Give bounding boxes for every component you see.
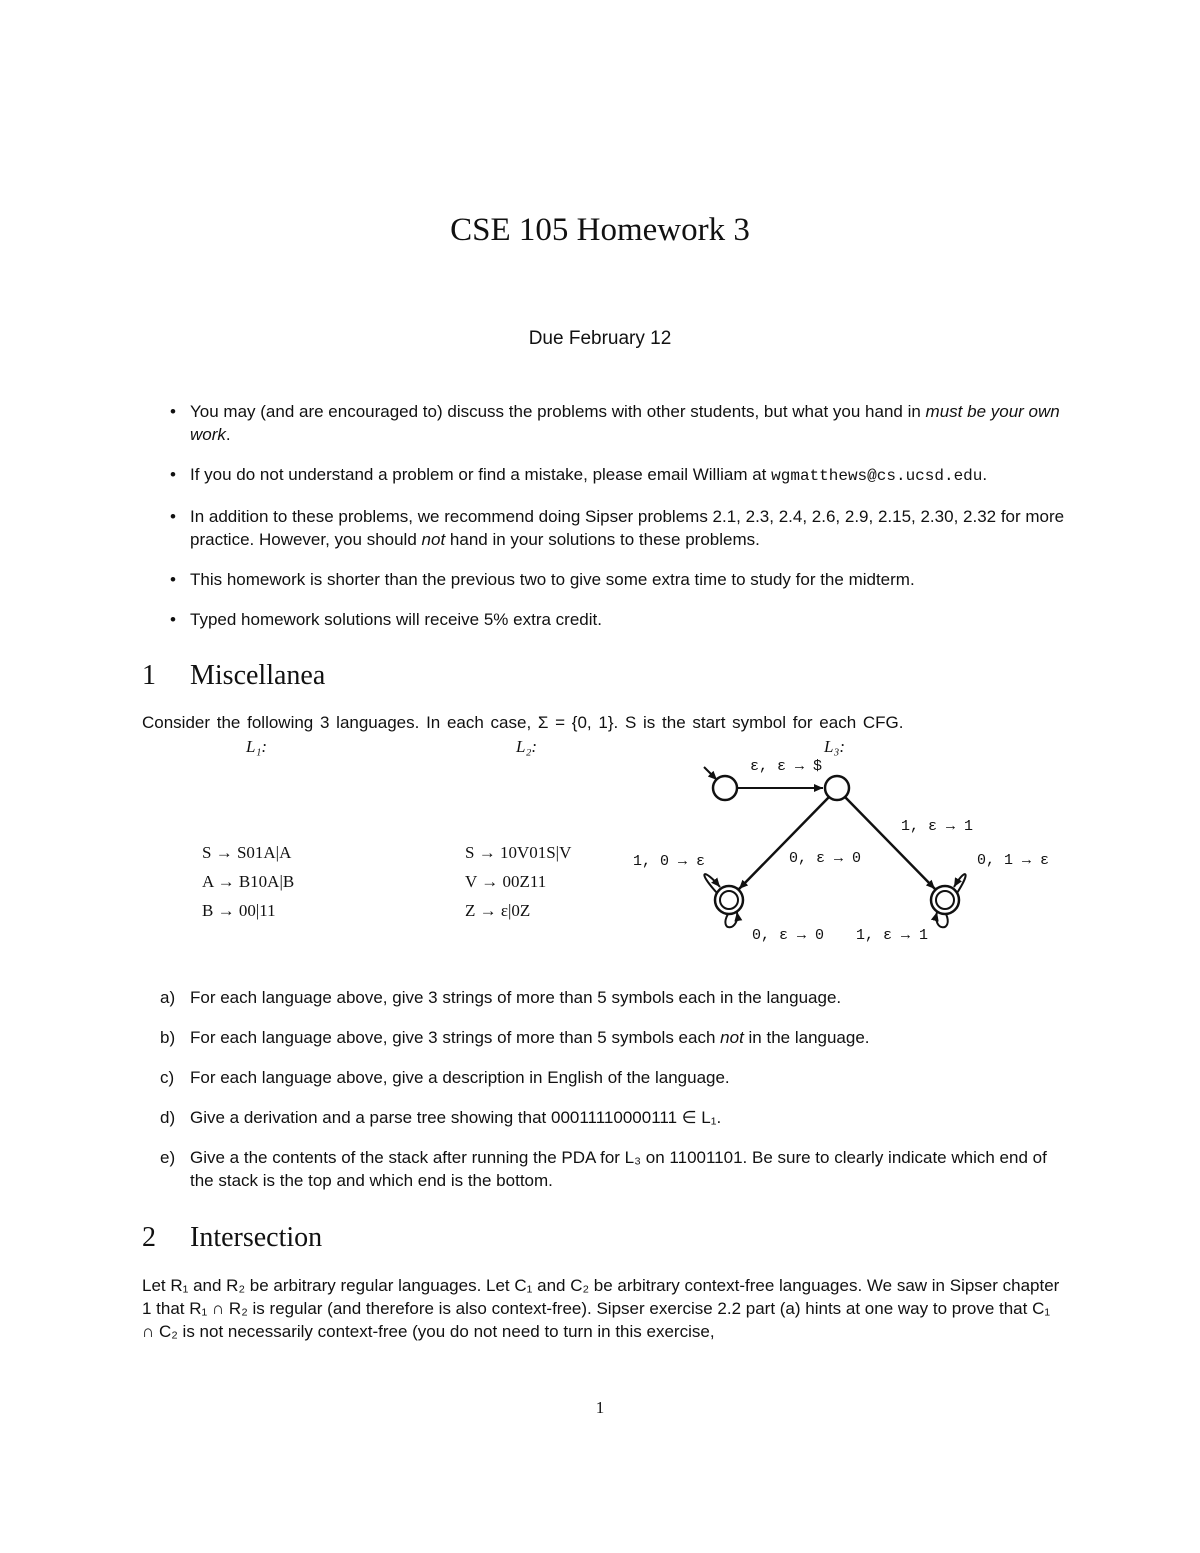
question-label: c) <box>160 1068 175 1087</box>
grammar-rule: Z → ε|0Z <box>465 901 531 920</box>
l3-label: L₃: <box>824 737 846 756</box>
instruction-text: Typed homework solutions will receive 5% extra credit. <box>190 610 602 629</box>
grammar-rule: V → 00Z11 <box>465 872 547 891</box>
start-state <box>713 776 737 800</box>
l1-label: L₁: <box>246 737 268 756</box>
section-1-intro: Consider the following 3 languages. In each case, Σ = {0, 1}. S is the start symbol for each CFG. <box>142 713 904 732</box>
question-text: For each language above, give a description in English of the language. <box>190 1068 730 1087</box>
grammar-rule: S → S01A|A <box>202 843 292 862</box>
instruction-text: In addition to these problems, we recommend doing Sipser problems 2.1, 2.3, 2.4, 2.6, 2.9, 2.15, 2.30, 2.32 for more practice. However, you should <box>190 507 1065 549</box>
question-text: For each language above, give 3 strings of more than 5 symbols each in the language. <box>190 988 842 1007</box>
question-text: Give a derivation and a parse tree showing that 00011110000111 ∈ L₁. <box>190 1108 722 1127</box>
email-address: wgmatthews@cs.ucsd.edu <box>771 467 983 485</box>
right-accept-inner-ring <box>936 891 954 909</box>
grammar-rule: S → 10V01S|V <box>465 843 572 862</box>
question-item <box>160 1026 1065 1049</box>
left-accept-inner-ring <box>720 891 738 909</box>
start-arrow <box>704 767 717 780</box>
edge-middle-to-right <box>845 797 935 889</box>
section-number: 2 <box>142 1222 156 1253</box>
question-item <box>160 1066 1065 1089</box>
edge-label: 1, ε → 1 <box>856 927 929 944</box>
punctuation: . <box>982 465 988 484</box>
question-item <box>160 986 1065 1009</box>
instruction-text: You may (and are encouraged to) discuss the problems with other students, but what you hand in <box>190 402 921 421</box>
edge-middle-to-left <box>739 797 829 889</box>
question-item <box>160 1106 1065 1129</box>
emphasis-text: not <box>720 1028 744 1047</box>
instruction-text: hand in your solutions to these problems. <box>449 530 760 549</box>
edge-label: 0, ε → 0 <box>752 927 825 944</box>
punctuation: . <box>225 425 231 444</box>
question-item <box>160 1146 1065 1192</box>
emphasis-text: must be your own work <box>190 402 1060 444</box>
question-label: d) <box>160 1108 176 1127</box>
instruction-text: If you do not understand a problem or find a mistake, please email William at <box>190 465 767 484</box>
section-number: 1 <box>142 660 156 691</box>
question-label: a) <box>160 988 176 1007</box>
edge-label: 0, ε → 0 <box>789 850 862 867</box>
grammar-rule: B → 00|11 <box>202 901 276 920</box>
question-list <box>160 986 1065 1209</box>
due-date: Due February 12 <box>528 328 672 349</box>
middle-state <box>825 776 849 800</box>
edge-label: 1, 0 → ε <box>633 853 706 870</box>
emphasis-text: not <box>421 530 446 549</box>
l2-label: L₂: <box>516 737 538 756</box>
question-label: e) <box>160 1148 176 1167</box>
question-text: in the language. <box>748 1028 870 1047</box>
question-label: b) <box>160 1028 176 1047</box>
page-number: 1 <box>595 1398 605 1417</box>
section-title: Miscellanea <box>190 660 326 691</box>
edge-label: 1, ε → 1 <box>901 818 974 835</box>
grammar-rule: A → B10A|B <box>202 872 295 891</box>
instruction-text: This homework is shorter than the previous two to give some extra time to study for the midterm. <box>190 570 915 589</box>
section-2-paragraph: Let R₁ and R₂ be arbitrary regular languages. Let C₁ and C₂ be arbitrary context-free languages. We saw in Sipser chapter 1 that R₁ ∩ R₂ is regular (and therefore is also context-free). Sipser exercise 2.2 part (a) hints at one way to prove that C₁ ∩ C₂ is not necessarily context-free (you do not need to turn in this exercise, <box>142 1276 1060 1341</box>
question-text: Give a the contents of the stack after running the PDA for L₃ on 11001101. Be sure to clearly indicate which end of the stack is the top and which end is the bottom. <box>190 1148 1047 1190</box>
edge-label: ε, ε → $ <box>750 758 823 775</box>
edge-label: 0, 1 → ε <box>977 852 1050 869</box>
section-2-heading <box>142 1222 322 1254</box>
question-text: For each language above, give 3 strings of more than 5 symbols each <box>190 1028 716 1047</box>
document-title: CSE 105 Homework 3 <box>450 212 750 248</box>
section-title: Intersection <box>190 1222 323 1253</box>
